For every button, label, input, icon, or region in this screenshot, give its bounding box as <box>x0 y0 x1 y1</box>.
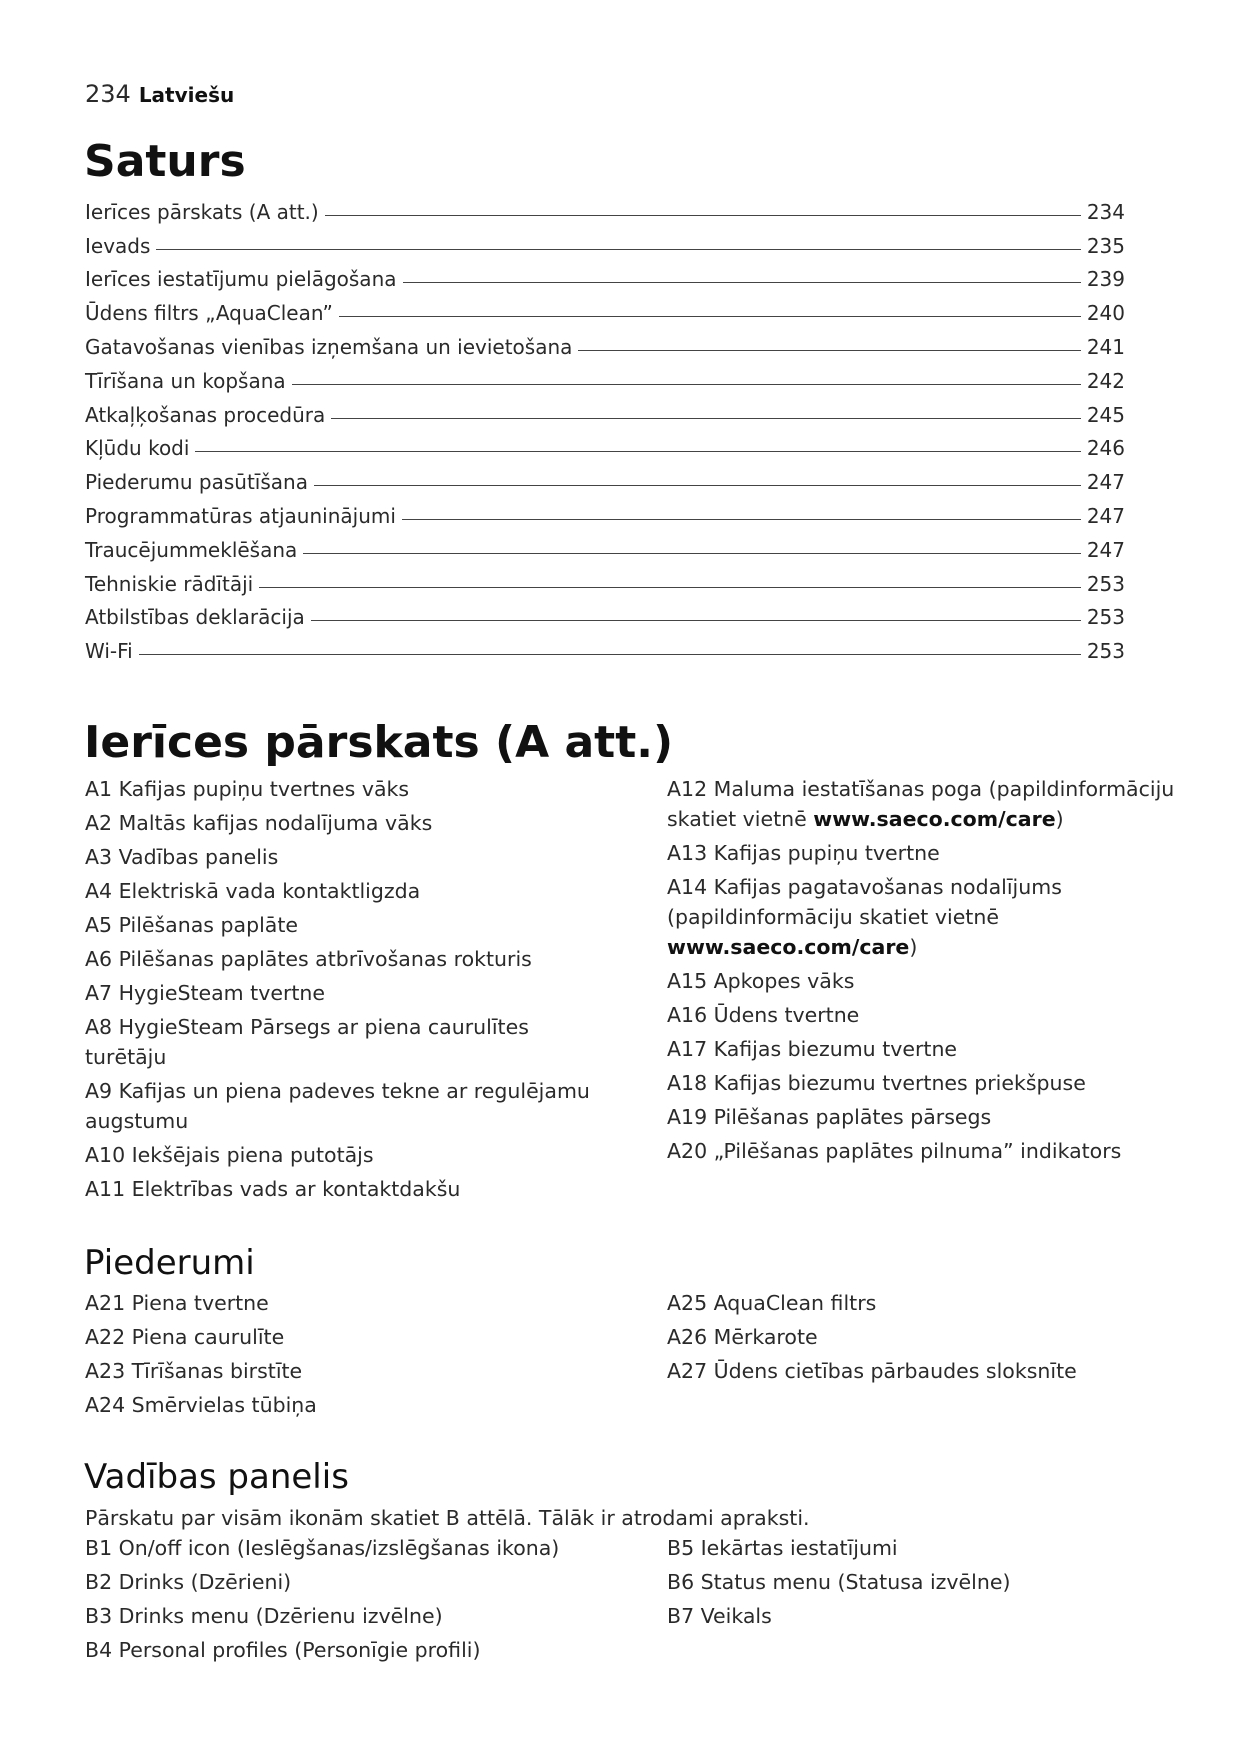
toc-entry[interactable] <box>85 427 1125 461</box>
toc-label: Atkaļķošanas procedūra <box>85 402 326 427</box>
overview-left-list <box>85 774 605 1208</box>
toc-page: 253 <box>1086 639 1125 664</box>
toc-leader <box>311 620 1081 621</box>
accessories-right-list <box>667 1288 1077 1390</box>
overview-right-list <box>667 774 1187 1170</box>
toc-entry[interactable] <box>85 528 1125 562</box>
list-item: A20 „Pilēšanas paplātes pilnuma” indikators <box>667 1139 1122 1163</box>
list-item: B4 Personal profiles (Personīgie profili) <box>85 1638 481 1662</box>
list-item: B5 Iekārtas iestatījumi <box>667 1536 898 1560</box>
toc-label: Gatavošanas vienības izņemšana un ievietošana <box>85 334 573 359</box>
toc-page: 247 <box>1086 470 1125 495</box>
toc-leader <box>578 350 1080 351</box>
toc-label: Piederumu pasūtīšana <box>85 470 308 495</box>
toc-page: 253 <box>1086 571 1125 596</box>
list-item: A27 Ūdens cietības pārbaudes sloksnīte <box>667 1359 1077 1383</box>
toc-entry[interactable] <box>85 460 1125 494</box>
toc-leader <box>303 553 1081 554</box>
toc-entry[interactable] <box>85 393 1125 427</box>
accessories-left-list <box>85 1288 317 1424</box>
list-item: A14 Kafijas pagatavošanas nodalījums (papildinformāciju skatiet vietnē www.saeco.com/care) <box>667 875 1062 959</box>
panel-intro: Pārskatu par visām ikonām skatiet B attēlā. Tālāk ir atrodami apraksti. <box>85 1506 810 1530</box>
list-item: A26 Mērkarote <box>667 1325 818 1349</box>
toc-label: Atbilstības deklarācija <box>85 605 305 630</box>
toc-leader <box>139 654 1081 655</box>
panel-right-list <box>667 1533 1010 1635</box>
list-item: A23 Tīrīšanas birstīte <box>85 1359 303 1383</box>
toc-leader <box>292 384 1081 385</box>
list-item: A21 Piena tvertne <box>85 1291 269 1315</box>
toc-page: 247 <box>1086 503 1125 528</box>
list-item: B7 Veikals <box>667 1604 772 1628</box>
list-item: A7 HygieSteam tvertne <box>85 981 326 1005</box>
toc-label: Traucējummeklēšana <box>85 537 298 562</box>
toc-page: 241 <box>1086 334 1125 359</box>
toc-page: 242 <box>1086 368 1125 393</box>
panel-left-list <box>85 1533 559 1669</box>
table-of-contents <box>85 190 1125 663</box>
toc-leader <box>331 418 1081 419</box>
toc-leader <box>156 249 1080 250</box>
list-item: A17 Kafijas biezumu tvertne <box>667 1037 958 1061</box>
list-item: A1 Kafijas pupiņu tvertnes vāks <box>85 777 410 801</box>
toc-label: Ierīces iestatījumu pielāgošana <box>85 267 397 292</box>
toc-page: 240 <box>1086 301 1125 326</box>
toc-entry[interactable] <box>85 596 1125 630</box>
toc-label: Ūdens filtrs „AquaClean” <box>85 301 333 326</box>
toc-entry[interactable] <box>85 190 1125 224</box>
toc-label: Wi-Fi <box>85 639 133 664</box>
toc-leader <box>403 282 1081 283</box>
list-item: A9 Kafijas un piena padeves tekne ar regulējamu augstumu <box>85 1079 590 1133</box>
toc-page: 247 <box>1086 537 1125 562</box>
page-number: 234 <box>85 80 131 108</box>
toc-entry[interactable] <box>85 359 1125 393</box>
toc-leader <box>259 587 1081 588</box>
toc-leader <box>314 485 1081 486</box>
toc-leader <box>402 519 1081 520</box>
toc-page: 245 <box>1086 402 1125 427</box>
toc-page: 235 <box>1086 233 1125 258</box>
saeco-link[interactable]: www.saeco.com/care <box>667 935 910 959</box>
saeco-link[interactable]: www.saeco.com/care <box>813 807 1056 831</box>
toc-entry[interactable] <box>85 224 1125 258</box>
language-label: Latviešu <box>138 83 235 107</box>
list-item: A11 Elektrības vads ar kontaktdakšu <box>85 1177 461 1201</box>
list-item: A2 Maltās kafijas nodalījuma vāks <box>85 811 433 835</box>
toc-label: Ierīces pārskats (A att.) <box>85 199 319 224</box>
toc-label: Tīrīšana un kopšana <box>85 368 286 393</box>
list-item: A6 Pilēšanas paplātes atbrīvošanas rokturis <box>85 947 532 971</box>
list-item: A4 Elektriskā vada kontaktligzda <box>85 879 421 903</box>
list-item: A16 Ūdens tvertne <box>667 1003 860 1027</box>
list-item: A19 Pilēšanas paplātes pārsegs <box>667 1105 992 1129</box>
toc-title: Saturs <box>84 136 246 187</box>
toc-entry[interactable] <box>85 562 1125 596</box>
toc-leader <box>195 451 1080 452</box>
toc-leader <box>325 215 1081 216</box>
list-item: A15 Apkopes vāks <box>667 969 855 993</box>
toc-label: Tehniskie rādītāji <box>85 571 254 596</box>
toc-entry[interactable] <box>85 494 1125 528</box>
toc-label: Programmatūras atjauninājumi <box>85 503 396 528</box>
list-item: A25 AquaClean filtrs <box>667 1291 877 1315</box>
accessories-title: Piederumi <box>84 1243 255 1283</box>
toc-page: 246 <box>1086 436 1125 461</box>
toc-entry[interactable] <box>85 325 1125 359</box>
list-item: B6 Status menu (Statusa izvēlne) <box>667 1570 1011 1594</box>
toc-entry[interactable] <box>85 629 1125 663</box>
list-item: A5 Pilēšanas paplāte <box>85 913 298 937</box>
toc-page: 234 <box>1086 199 1125 224</box>
list-item: A24 Smērvielas tūbiņa <box>85 1393 317 1417</box>
overview-title: Ierīces pārskats (A att.) <box>84 717 674 768</box>
toc-entry[interactable] <box>85 291 1125 325</box>
toc-label: Ievads <box>85 233 151 258</box>
list-item: B3 Drinks menu (Dzērienu izvēlne) <box>85 1604 443 1628</box>
toc-label: Kļūdu kodi <box>85 436 190 461</box>
toc-page: 253 <box>1086 605 1125 630</box>
list-item: A12 Maluma iestatīšanas poga (papildinformāciju skatiet vietnē www.saeco.com/care) <box>667 777 1175 831</box>
toc-page: 239 <box>1086 267 1125 292</box>
page-header <box>85 80 234 108</box>
toc-leader <box>339 316 1081 317</box>
list-item: A22 Piena caurulīte <box>85 1325 285 1349</box>
list-item: A18 Kafijas biezumu tvertnes priekšpuse <box>667 1071 1086 1095</box>
list-item: B1 On/off icon (Ieslēgšanas/izslēgšanas ikona) <box>85 1536 560 1560</box>
list-item: A10 Iekšējais piena putotājs <box>85 1143 374 1167</box>
list-item: A3 Vadības panelis <box>85 845 279 869</box>
list-item: A13 Kafijas pupiņu tvertne <box>667 841 940 865</box>
panel-title: Vadības panelis <box>84 1457 349 1497</box>
list-item: B2 Drinks (Dzērieni) <box>85 1570 292 1594</box>
list-item: A8 HygieSteam Pārsegs ar piena caurulītes turētāju <box>85 1015 529 1069</box>
toc-entry[interactable] <box>85 258 1125 292</box>
